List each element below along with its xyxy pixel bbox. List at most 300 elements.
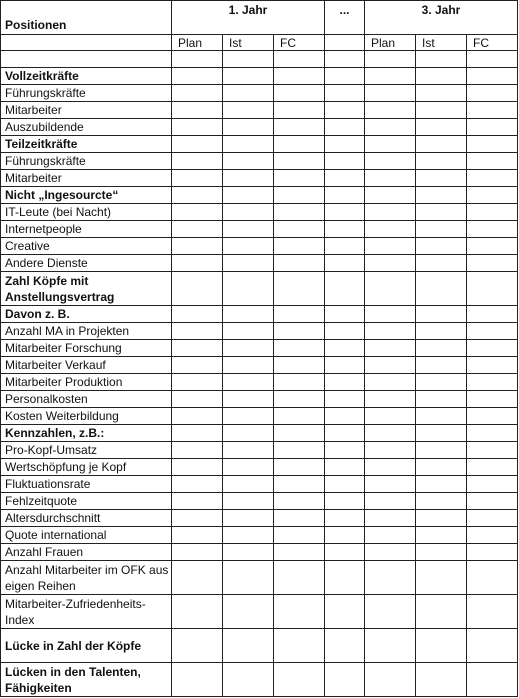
value-cell[interactable] bbox=[325, 272, 365, 306]
value-cell[interactable] bbox=[467, 238, 518, 255]
value-cell[interactable] bbox=[274, 510, 325, 527]
table-row bbox=[1, 221, 518, 238]
value-cell[interactable] bbox=[467, 357, 518, 374]
row-label: Wertschöpfung je Kopf bbox=[1, 459, 172, 476]
value-cell[interactable] bbox=[416, 357, 467, 374]
value-cell[interactable] bbox=[467, 425, 518, 442]
value-cell[interactable] bbox=[467, 408, 518, 425]
value-cell[interactable] bbox=[223, 153, 274, 170]
value-cell[interactable] bbox=[274, 238, 325, 255]
spacer-row bbox=[1, 51, 518, 68]
table-row bbox=[1, 119, 518, 136]
value-cell[interactable] bbox=[325, 221, 365, 238]
sub-header-blank bbox=[1, 35, 172, 51]
value-cell[interactable] bbox=[223, 340, 274, 357]
value-cell[interactable] bbox=[274, 459, 325, 476]
table-row bbox=[1, 391, 518, 408]
value-cell[interactable] bbox=[223, 442, 274, 459]
value-cell[interactable] bbox=[223, 663, 274, 697]
table-row bbox=[1, 272, 518, 306]
header-row-sub bbox=[1, 35, 518, 51]
value-cell[interactable] bbox=[416, 476, 467, 493]
value-cell[interactable] bbox=[416, 374, 467, 391]
value-cell[interactable] bbox=[274, 561, 325, 595]
value-cell[interactable] bbox=[325, 476, 365, 493]
value-cell[interactable] bbox=[416, 68, 467, 85]
row-label: Zahl Köpfe mit Anstellungsvertrag bbox=[1, 272, 172, 306]
value-cell[interactable] bbox=[172, 204, 223, 221]
value-cell[interactable] bbox=[365, 221, 416, 238]
row-label: Lücke in Zahl der Köpfe bbox=[1, 629, 172, 663]
row-label: Teilzeitkräfte bbox=[1, 136, 172, 153]
value-cell[interactable] bbox=[172, 68, 223, 85]
value-cell[interactable] bbox=[223, 68, 274, 85]
value-cell[interactable] bbox=[416, 136, 467, 153]
value-cell[interactable] bbox=[325, 204, 365, 221]
row-label: Mitarbeiter bbox=[1, 102, 172, 119]
value-cell[interactable] bbox=[416, 272, 467, 306]
value-cell[interactable] bbox=[274, 68, 325, 85]
value-cell[interactable] bbox=[416, 102, 467, 119]
value-cell[interactable] bbox=[172, 102, 223, 119]
row-label: Nicht „Ingesourcte“ bbox=[1, 187, 172, 204]
value-cell[interactable] bbox=[172, 357, 223, 374]
table-row bbox=[1, 493, 518, 510]
value-cell[interactable] bbox=[172, 561, 223, 595]
value-cell[interactable] bbox=[467, 323, 518, 340]
value-cell[interactable] bbox=[467, 221, 518, 238]
value-cell[interactable] bbox=[274, 170, 325, 187]
value-cell[interactable] bbox=[223, 493, 274, 510]
value-cell[interactable] bbox=[467, 493, 518, 510]
value-cell[interactable] bbox=[325, 357, 365, 374]
value-cell[interactable] bbox=[274, 527, 325, 544]
value-cell[interactable] bbox=[416, 595, 467, 629]
value-cell[interactable] bbox=[274, 391, 325, 408]
value-cell[interactable] bbox=[325, 102, 365, 119]
value-cell[interactable] bbox=[467, 68, 518, 85]
value-cell[interactable] bbox=[467, 272, 518, 306]
value-cell[interactable] bbox=[274, 221, 325, 238]
value-cell[interactable] bbox=[416, 561, 467, 595]
value-cell[interactable] bbox=[416, 425, 467, 442]
value-cell[interactable] bbox=[274, 255, 325, 272]
value-cell[interactable] bbox=[223, 527, 274, 544]
value-cell[interactable] bbox=[416, 527, 467, 544]
table-row bbox=[1, 442, 518, 459]
table-row bbox=[1, 374, 518, 391]
table-row bbox=[1, 238, 518, 255]
value-cell[interactable] bbox=[274, 306, 325, 323]
value-cell[interactable] bbox=[467, 85, 518, 102]
row-label: Fehlzeitquote bbox=[1, 493, 172, 510]
value-cell[interactable] bbox=[365, 629, 416, 663]
value-cell[interactable] bbox=[467, 255, 518, 272]
value-cell[interactable] bbox=[325, 170, 365, 187]
table-row bbox=[1, 510, 518, 527]
value-cell[interactable] bbox=[223, 561, 274, 595]
value-cell[interactable] bbox=[274, 476, 325, 493]
value-cell[interactable] bbox=[416, 459, 467, 476]
table-row bbox=[1, 323, 518, 340]
value-cell[interactable] bbox=[274, 187, 325, 204]
value-cell[interactable] bbox=[365, 68, 416, 85]
value-cell[interactable] bbox=[274, 629, 325, 663]
table-row bbox=[1, 425, 518, 442]
table-row bbox=[1, 85, 518, 102]
value-cell[interactable] bbox=[172, 510, 223, 527]
value-cell[interactable] bbox=[365, 323, 416, 340]
value-cell[interactable] bbox=[223, 306, 274, 323]
value-cell[interactable] bbox=[223, 255, 274, 272]
value-cell[interactable] bbox=[172, 629, 223, 663]
value-cell[interactable] bbox=[467, 663, 518, 697]
value-cell[interactable] bbox=[325, 527, 365, 544]
value-cell[interactable] bbox=[365, 85, 416, 102]
table-row bbox=[1, 255, 518, 272]
value-cell[interactable] bbox=[365, 493, 416, 510]
value-cell[interactable] bbox=[325, 425, 365, 442]
value-cell[interactable] bbox=[416, 238, 467, 255]
row-label: Fluktuationsrate bbox=[1, 476, 172, 493]
value-cell[interactable] bbox=[365, 391, 416, 408]
value-cell[interactable] bbox=[365, 204, 416, 221]
value-cell[interactable] bbox=[416, 510, 467, 527]
value-cell[interactable] bbox=[223, 459, 274, 476]
value-cell[interactable] bbox=[365, 527, 416, 544]
value-cell[interactable] bbox=[325, 119, 365, 136]
table-row bbox=[1, 561, 518, 595]
value-cell[interactable] bbox=[467, 476, 518, 493]
value-cell[interactable] bbox=[274, 204, 325, 221]
table-row bbox=[1, 170, 518, 187]
value-cell[interactable] bbox=[223, 136, 274, 153]
value-cell[interactable] bbox=[416, 323, 467, 340]
value-cell[interactable] bbox=[325, 68, 365, 85]
row-label: Creative bbox=[1, 238, 172, 255]
value-cell[interactable] bbox=[223, 629, 274, 663]
row-label: Führungskräfte bbox=[1, 85, 172, 102]
value-cell[interactable] bbox=[325, 544, 365, 561]
value-cell[interactable] bbox=[172, 527, 223, 544]
value-cell[interactable] bbox=[274, 136, 325, 153]
value-cell[interactable] bbox=[325, 442, 365, 459]
value-cell[interactable] bbox=[274, 374, 325, 391]
value-cell[interactable] bbox=[274, 442, 325, 459]
value-cell[interactable] bbox=[365, 340, 416, 357]
value-cell[interactable] bbox=[223, 85, 274, 102]
value-cell[interactable] bbox=[365, 425, 416, 442]
row-label: Lücken in den Talenten, Fähigkeiten bbox=[1, 663, 172, 697]
table-row bbox=[1, 153, 518, 170]
value-cell[interactable] bbox=[365, 136, 416, 153]
row-label: Altersdurchschnitt bbox=[1, 510, 172, 527]
value-cell[interactable] bbox=[365, 561, 416, 595]
value-cell[interactable] bbox=[416, 442, 467, 459]
row-label: Andere Dienste bbox=[1, 255, 172, 272]
value-cell[interactable] bbox=[325, 561, 365, 595]
year1-fc-header: FC bbox=[274, 35, 325, 51]
value-cell[interactable] bbox=[325, 510, 365, 527]
value-cell[interactable] bbox=[365, 459, 416, 476]
value-cell[interactable] bbox=[172, 391, 223, 408]
value-cell[interactable] bbox=[467, 391, 518, 408]
value-cell[interactable] bbox=[365, 476, 416, 493]
value-cell[interactable] bbox=[172, 238, 223, 255]
value-cell[interactable] bbox=[467, 204, 518, 221]
value-cell[interactable] bbox=[416, 204, 467, 221]
value-cell[interactable] bbox=[365, 357, 416, 374]
value-cell[interactable] bbox=[274, 323, 325, 340]
value-cell[interactable] bbox=[223, 357, 274, 374]
row-label: Mitarbeiter bbox=[1, 170, 172, 187]
value-cell[interactable] bbox=[274, 493, 325, 510]
value-cell[interactable] bbox=[325, 255, 365, 272]
value-cell[interactable] bbox=[172, 272, 223, 306]
value-cell[interactable] bbox=[223, 221, 274, 238]
value-cell[interactable] bbox=[467, 136, 518, 153]
row-label: Internetpeople bbox=[1, 221, 172, 238]
table-row bbox=[1, 136, 518, 153]
value-cell[interactable] bbox=[365, 119, 416, 136]
table-row bbox=[1, 663, 518, 697]
value-cell[interactable] bbox=[467, 340, 518, 357]
value-cell[interactable] bbox=[274, 663, 325, 697]
value-cell[interactable] bbox=[467, 374, 518, 391]
value-cell[interactable] bbox=[365, 272, 416, 306]
value-cell[interactable] bbox=[467, 561, 518, 595]
value-cell[interactable] bbox=[172, 221, 223, 238]
value-cell[interactable] bbox=[223, 374, 274, 391]
table-row bbox=[1, 306, 518, 323]
value-cell[interactable] bbox=[467, 510, 518, 527]
row-label: Anzahl MA in Projekten bbox=[1, 323, 172, 340]
value-cell[interactable] bbox=[223, 476, 274, 493]
value-cell[interactable] bbox=[223, 272, 274, 306]
table-row bbox=[1, 204, 518, 221]
header-row-years bbox=[1, 1, 518, 35]
ellipsis-header: ... bbox=[325, 1, 365, 35]
row-label: Kennzahlen, z.B.: bbox=[1, 425, 172, 442]
value-cell[interactable] bbox=[365, 102, 416, 119]
value-cell[interactable] bbox=[223, 391, 274, 408]
value-cell[interactable] bbox=[416, 340, 467, 357]
value-cell[interactable] bbox=[223, 238, 274, 255]
value-cell[interactable] bbox=[274, 357, 325, 374]
value-cell[interactable] bbox=[172, 255, 223, 272]
value-cell[interactable] bbox=[172, 595, 223, 629]
value-cell[interactable] bbox=[223, 187, 274, 204]
table-row bbox=[1, 340, 518, 357]
value-cell[interactable] bbox=[172, 493, 223, 510]
row-label: Davon z. B. bbox=[1, 306, 172, 323]
value-cell[interactable] bbox=[365, 442, 416, 459]
value-cell[interactable] bbox=[416, 408, 467, 425]
value-cell[interactable] bbox=[172, 408, 223, 425]
value-cell[interactable] bbox=[223, 510, 274, 527]
value-cell[interactable] bbox=[172, 442, 223, 459]
value-cell[interactable] bbox=[325, 663, 365, 697]
value-cell[interactable] bbox=[274, 272, 325, 306]
value-cell[interactable] bbox=[325, 340, 365, 357]
value-cell[interactable] bbox=[325, 459, 365, 476]
value-cell[interactable] bbox=[325, 493, 365, 510]
year1-ist-header: Ist bbox=[223, 35, 274, 51]
value-cell[interactable] bbox=[172, 544, 223, 561]
value-cell[interactable] bbox=[467, 119, 518, 136]
value-cell[interactable] bbox=[467, 187, 518, 204]
value-cell[interactable] bbox=[274, 119, 325, 136]
value-cell[interactable] bbox=[274, 544, 325, 561]
value-cell[interactable] bbox=[416, 170, 467, 187]
value-cell[interactable] bbox=[274, 408, 325, 425]
value-cell[interactable] bbox=[223, 323, 274, 340]
value-cell[interactable] bbox=[223, 408, 274, 425]
row-label: Anzahl Frauen bbox=[1, 544, 172, 561]
table-row bbox=[1, 476, 518, 493]
value-cell[interactable] bbox=[325, 374, 365, 391]
table-row bbox=[1, 544, 518, 561]
table-row bbox=[1, 459, 518, 476]
value-cell[interactable] bbox=[365, 595, 416, 629]
value-cell[interactable] bbox=[365, 153, 416, 170]
value-cell[interactable] bbox=[274, 595, 325, 629]
value-cell[interactable] bbox=[172, 374, 223, 391]
value-cell[interactable] bbox=[325, 408, 365, 425]
value-cell[interactable] bbox=[325, 238, 365, 255]
value-cell[interactable] bbox=[274, 425, 325, 442]
value-cell[interactable] bbox=[467, 544, 518, 561]
value-cell[interactable] bbox=[172, 425, 223, 442]
table-row bbox=[1, 595, 518, 629]
value-cell[interactable] bbox=[365, 170, 416, 187]
value-cell[interactable] bbox=[223, 119, 274, 136]
value-cell[interactable] bbox=[325, 391, 365, 408]
value-cell[interactable] bbox=[223, 595, 274, 629]
value-cell[interactable] bbox=[274, 85, 325, 102]
value-cell[interactable] bbox=[416, 221, 467, 238]
row-label: IT-Leute (bei Nacht) bbox=[1, 204, 172, 221]
value-cell[interactable] bbox=[223, 425, 274, 442]
positions-header: Positionen bbox=[1, 1, 172, 35]
value-cell[interactable] bbox=[416, 391, 467, 408]
value-cell[interactable] bbox=[467, 170, 518, 187]
value-cell[interactable] bbox=[416, 153, 467, 170]
row-label: Mitarbeiter Forschung bbox=[1, 340, 172, 357]
value-cell[interactable] bbox=[365, 255, 416, 272]
value-cell[interactable] bbox=[223, 204, 274, 221]
value-cell[interactable] bbox=[467, 459, 518, 476]
value-cell[interactable] bbox=[325, 136, 365, 153]
row-label: Personalkosten bbox=[1, 391, 172, 408]
value-cell[interactable] bbox=[467, 306, 518, 323]
value-cell[interactable] bbox=[172, 170, 223, 187]
row-label: Pro-Kopf-Umsatz bbox=[1, 442, 172, 459]
row-label: Kosten Weiterbildung bbox=[1, 408, 172, 425]
row-label: Auszubildende bbox=[1, 119, 172, 136]
value-cell[interactable] bbox=[172, 459, 223, 476]
year1-plan-header: Plan bbox=[172, 35, 223, 51]
value-cell[interactable] bbox=[325, 85, 365, 102]
value-cell[interactable] bbox=[467, 629, 518, 663]
value-cell[interactable] bbox=[467, 527, 518, 544]
value-cell[interactable] bbox=[325, 595, 365, 629]
value-cell[interactable] bbox=[172, 85, 223, 102]
value-cell[interactable] bbox=[172, 153, 223, 170]
year3-ist-header: Ist bbox=[416, 35, 467, 51]
value-cell[interactable] bbox=[365, 238, 416, 255]
value-cell[interactable] bbox=[416, 544, 467, 561]
row-label: Mitarbeiter Verkauf bbox=[1, 357, 172, 374]
value-cell[interactable] bbox=[416, 306, 467, 323]
year-3-header: 3. Jahr bbox=[365, 1, 518, 35]
ellipsis-sub-blank bbox=[325, 35, 365, 51]
value-cell[interactable] bbox=[325, 187, 365, 204]
value-cell[interactable] bbox=[416, 493, 467, 510]
value-cell[interactable] bbox=[365, 544, 416, 561]
value-cell[interactable] bbox=[467, 153, 518, 170]
value-cell[interactable] bbox=[172, 119, 223, 136]
table-row bbox=[1, 629, 518, 663]
value-cell[interactable] bbox=[365, 187, 416, 204]
value-cell[interactable] bbox=[172, 476, 223, 493]
value-cell[interactable] bbox=[172, 323, 223, 340]
value-cell[interactable] bbox=[172, 187, 223, 204]
value-cell[interactable] bbox=[325, 629, 365, 663]
row-label: Vollzeitkräfte bbox=[1, 68, 172, 85]
value-cell[interactable] bbox=[467, 595, 518, 629]
value-cell[interactable] bbox=[172, 136, 223, 153]
year-1-header: 1. Jahr bbox=[172, 1, 325, 35]
value-cell[interactable] bbox=[365, 306, 416, 323]
row-label: Quote international bbox=[1, 527, 172, 544]
value-cell[interactable] bbox=[467, 102, 518, 119]
row-label: Führungskräfte bbox=[1, 153, 172, 170]
value-cell[interactable] bbox=[223, 102, 274, 119]
year3-fc-header: FC bbox=[467, 35, 518, 51]
value-cell[interactable] bbox=[172, 340, 223, 357]
value-cell[interactable] bbox=[416, 629, 467, 663]
table-row bbox=[1, 527, 518, 544]
value-cell[interactable] bbox=[365, 510, 416, 527]
value-cell[interactable] bbox=[416, 85, 467, 102]
row-label: Anzahl Mitarbeiter im OFK aus eigen Reihen bbox=[1, 561, 172, 595]
value-cell[interactable] bbox=[274, 102, 325, 119]
value-cell[interactable] bbox=[325, 153, 365, 170]
value-cell[interactable] bbox=[467, 442, 518, 459]
value-cell[interactable] bbox=[223, 170, 274, 187]
value-cell[interactable] bbox=[325, 323, 365, 340]
value-cell[interactable] bbox=[416, 187, 467, 204]
table-row bbox=[1, 408, 518, 425]
year3-plan-header: Plan bbox=[365, 35, 416, 51]
value-cell[interactable] bbox=[416, 255, 467, 272]
value-cell[interactable] bbox=[365, 408, 416, 425]
value-cell[interactable] bbox=[172, 306, 223, 323]
table-row bbox=[1, 187, 518, 204]
value-cell[interactable] bbox=[365, 663, 416, 697]
value-cell[interactable] bbox=[223, 544, 274, 561]
value-cell[interactable] bbox=[416, 119, 467, 136]
value-cell[interactable] bbox=[416, 663, 467, 697]
table-row bbox=[1, 68, 518, 85]
table-row bbox=[1, 357, 518, 374]
value-cell[interactable] bbox=[274, 340, 325, 357]
value-cell[interactable] bbox=[365, 374, 416, 391]
value-cell[interactable] bbox=[172, 663, 223, 697]
value-cell[interactable] bbox=[274, 153, 325, 170]
value-cell[interactable] bbox=[325, 306, 365, 323]
